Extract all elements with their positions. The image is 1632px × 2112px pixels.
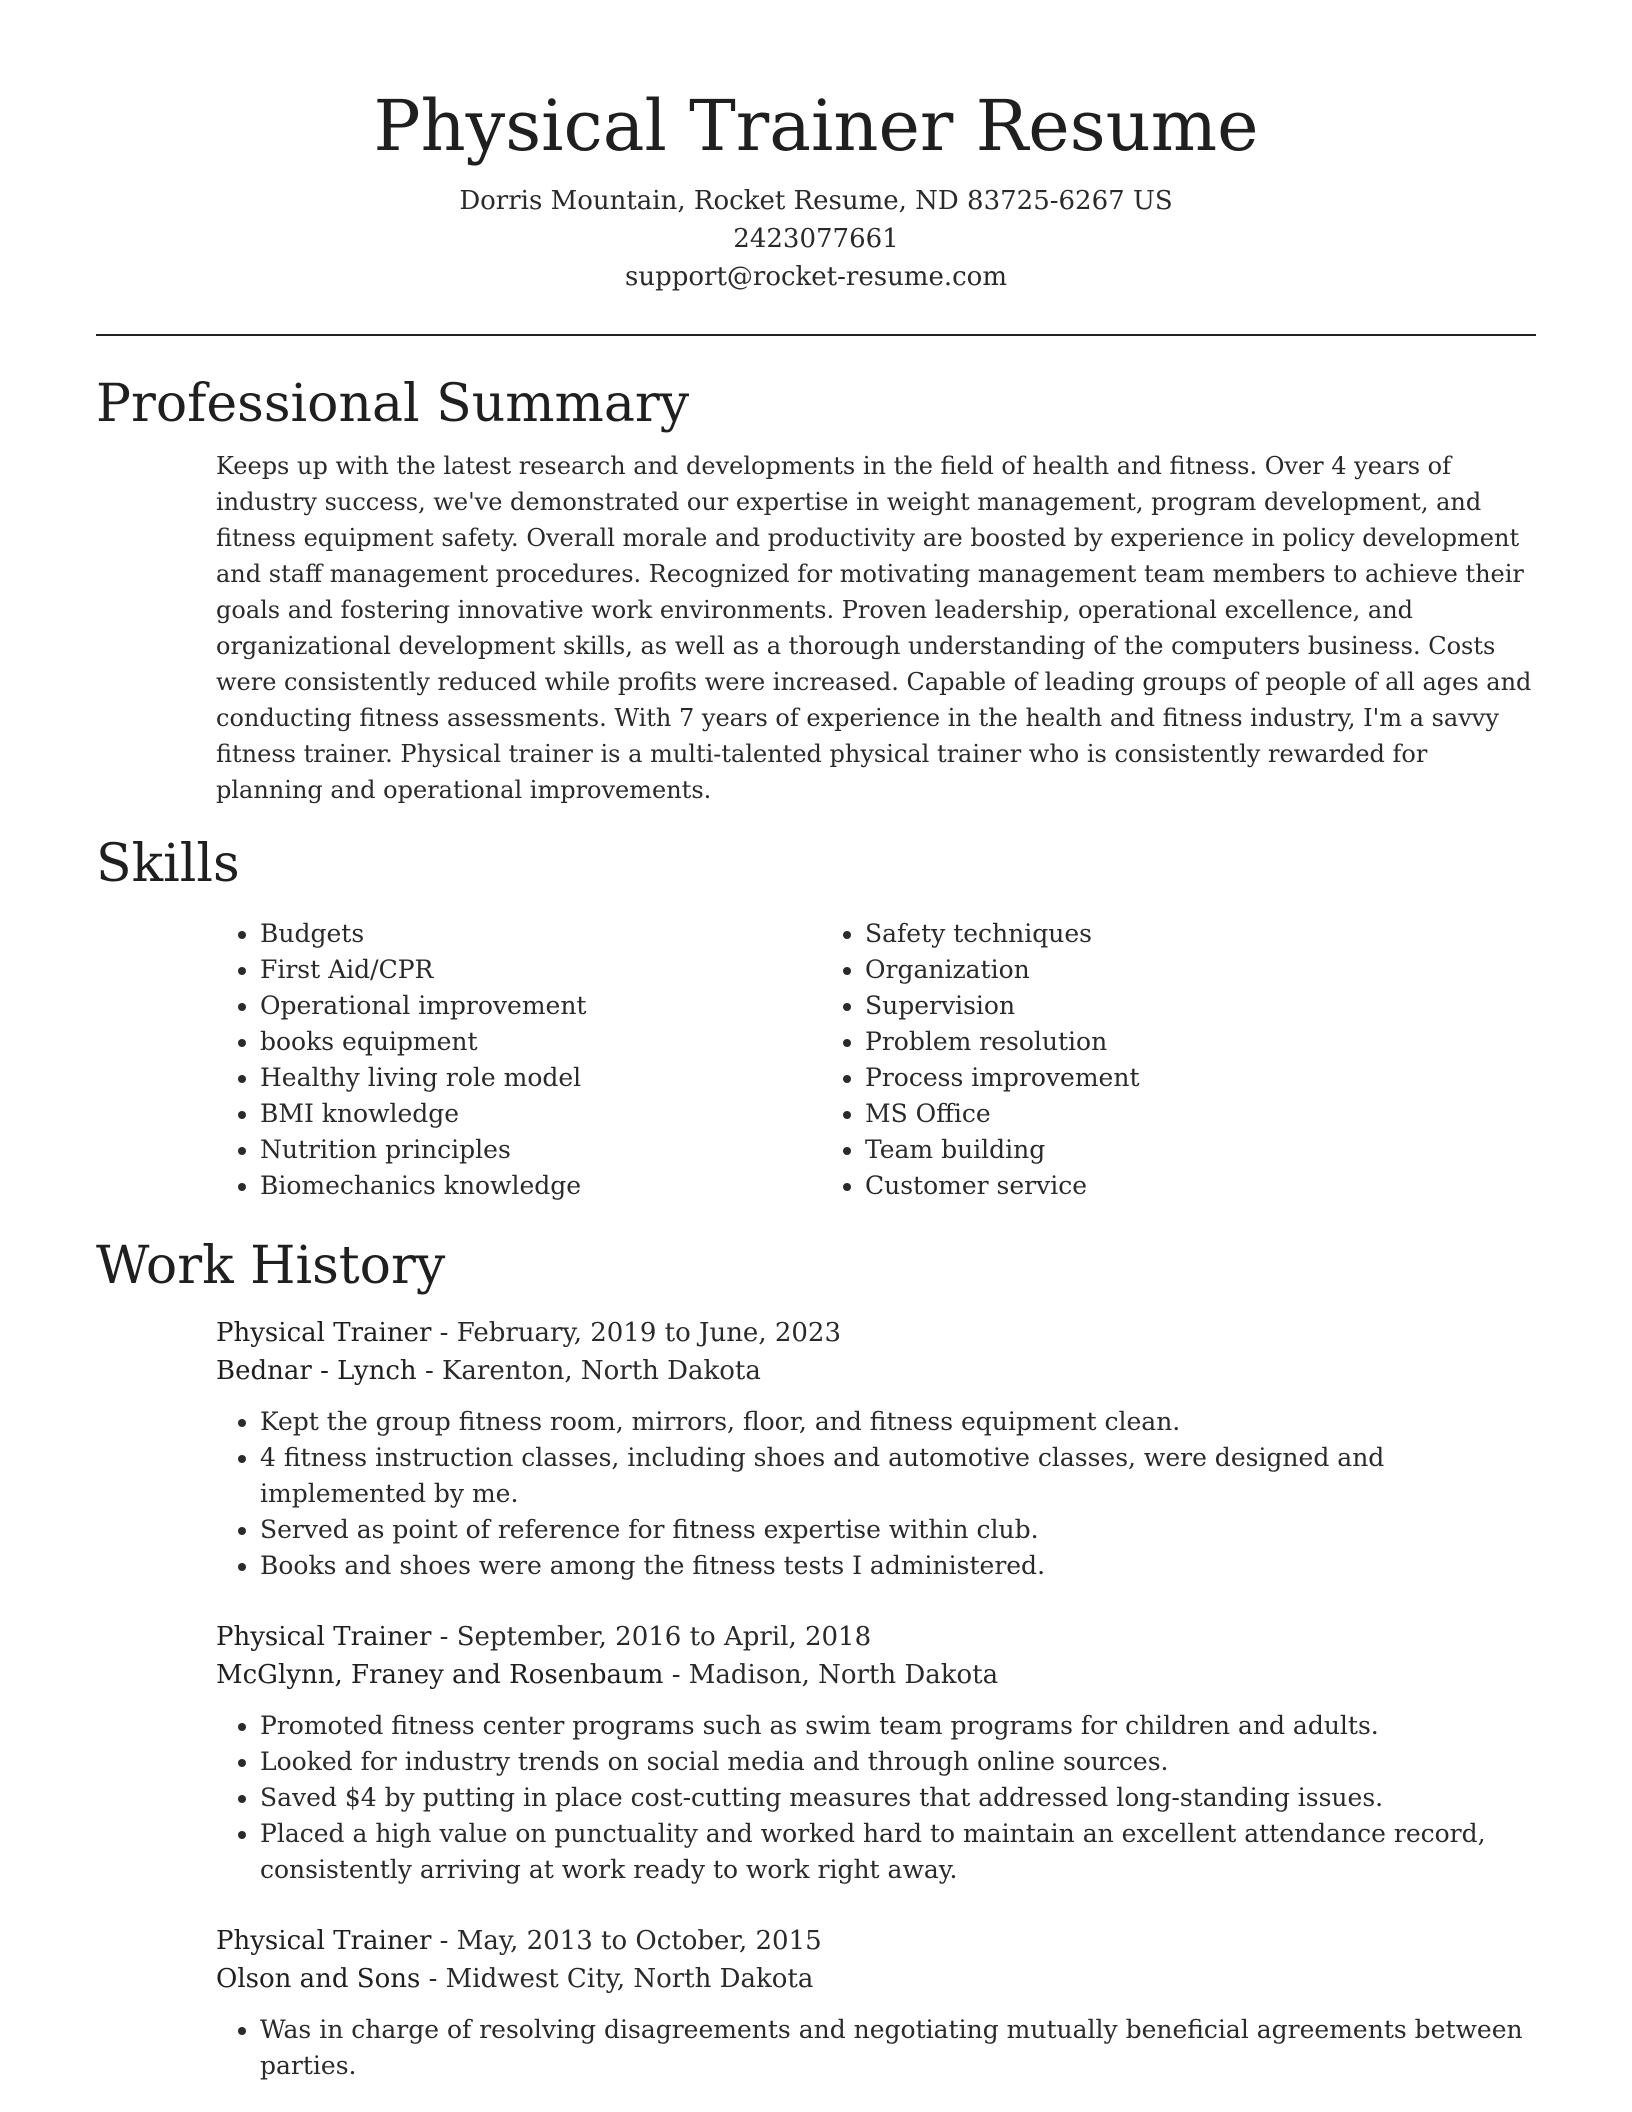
skill-item: • Operational improvement (260, 988, 821, 1024)
contact-address: Dorris Mountain, Rocket Resume, ND 83725-6267 US (459, 186, 1173, 216)
job-entry (216, 1618, 1536, 1888)
job-company: Bednar - Lynch (216, 1356, 417, 1386)
job-location: - Madison, North Dakota (663, 1660, 999, 1690)
job-company-line (216, 1656, 1536, 1694)
job-title-line (216, 1314, 1536, 1352)
job-company: Olson and Sons (216, 1964, 421, 1994)
job-bullet: • Served as point of reference for fitness expertise within club. (260, 1512, 1536, 1548)
skill-item: • Team building (865, 1132, 1426, 1168)
job-company: McGlynn, Franey and Rosenbaum (216, 1660, 664, 1690)
header-divider (96, 334, 1536, 336)
job-title-line (216, 1922, 1536, 1960)
resume-header (96, 0, 1536, 296)
job-bullet: • Kept the group fitness room, mirrors, floor, and fitness equipment clean. (260, 1404, 1536, 1440)
skill-item: • Safety techniques (865, 916, 1426, 952)
skills-column-right (821, 916, 1426, 1204)
skill-item: • BMI knowledge (260, 1096, 821, 1132)
job-dates: - September, 2016 to April, 2018 (431, 1622, 872, 1652)
skill-item: • First Aid/CPR (260, 952, 821, 988)
summary-heading: Professional Summary (96, 374, 690, 434)
job-bullets (216, 1404, 1536, 1584)
job-bullet: • Looked for industry trends on social media and through online sources. (260, 1744, 1536, 1780)
job-bullet: • Promoted fitness center programs such as swim team programs for children and adults. (260, 1708, 1536, 1744)
job-location: - Karenton, North Dakota (416, 1356, 761, 1386)
skill-item: • Budgets (260, 916, 821, 952)
skill-item: • Nutrition principles (260, 1132, 821, 1168)
job-company-line (216, 1960, 1536, 1998)
skill-item: • books equipment (260, 1024, 821, 1060)
job-entry (216, 1314, 1536, 1584)
job-role: Physical Trainer (216, 1622, 432, 1652)
contact-email: support@rocket-resume.com (624, 262, 1007, 292)
job-location: - Midwest City, North Dakota (420, 1964, 814, 1994)
skill-item: • Biomechanics knowledge (260, 1168, 821, 1204)
skill-item: • Process improvement (865, 1060, 1426, 1096)
skill-item: • Problem resolution (865, 1024, 1426, 1060)
skill-item: • Organization (865, 952, 1426, 988)
job-dates: - May, 2013 to October, 2015 (431, 1926, 822, 1956)
skill-item: • Customer service (865, 1168, 1426, 1204)
work-history-heading: Work History (96, 1236, 446, 1296)
skills-column-left (216, 916, 821, 1204)
job-role: Physical Trainer (216, 1318, 432, 1348)
resume-title: Physical Trainer Resume (373, 85, 1259, 167)
job-company-line (216, 1352, 1536, 1390)
job-bullet: • Books and shoes were among the fitness tests I administered. (260, 1548, 1536, 1584)
job-title-line (216, 1618, 1536, 1656)
skill-item: • MS Office (865, 1096, 1426, 1132)
job-role: Physical Trainer (216, 1926, 432, 1956)
skill-item: • Healthy living role model (260, 1060, 821, 1096)
skills-heading: Skills (96, 834, 240, 894)
job-bullet: • 4 fitness instruction classes, including shoes and automotive classes, were designed and implemented by me. (260, 1440, 1536, 1512)
work-history-list (216, 1314, 1536, 2084)
contact-phone: 2423077661 (733, 224, 899, 254)
skills-list (216, 916, 1536, 1204)
summary-text: Keeps up with the latest research and developments in the field of health and fitness. Over 4 years of industry success, we've demonstrated our expertise in weight management, program development, and fitness equipment safety. Overall morale and productivity are boosted by experience in policy development and staff management procedures. Recognized for motivating management team members to achieve their goals and fostering innovative work environments. Proven leadership, operational excellence, and organizational development skills, as well as a thorough understanding of the computers business. Costs were consistently reduced while profits were increased. Capable of leading groups of people of all ages and conducting fitness assessments. With 7 years of experience in the health and fitness industry, I'm a savvy fitness trainer. Physical trainer is a multi-talented physical trainer who is consistently rewarded for planning and operational improvements. (216, 452, 1532, 804)
job-bullets (216, 1708, 1536, 1888)
job-bullet: • Was in charge of resolving disagreements and negotiating mutually beneficial agreements between parties. (260, 2012, 1536, 2084)
job-bullets (216, 2012, 1536, 2084)
job-bullet: • Placed a high value on punctuality and worked hard to maintain an excellent attendance record, consistently arriving at work ready to work right away. (260, 1816, 1536, 1888)
job-bullet: • Saved $4 by putting in place cost-cutting measures that addressed long-standing issues. (260, 1780, 1536, 1816)
job-entry (216, 1922, 1536, 2084)
job-dates: - February, 2019 to June, 2023 (431, 1318, 842, 1348)
skill-item: • Supervision (865, 988, 1426, 1024)
